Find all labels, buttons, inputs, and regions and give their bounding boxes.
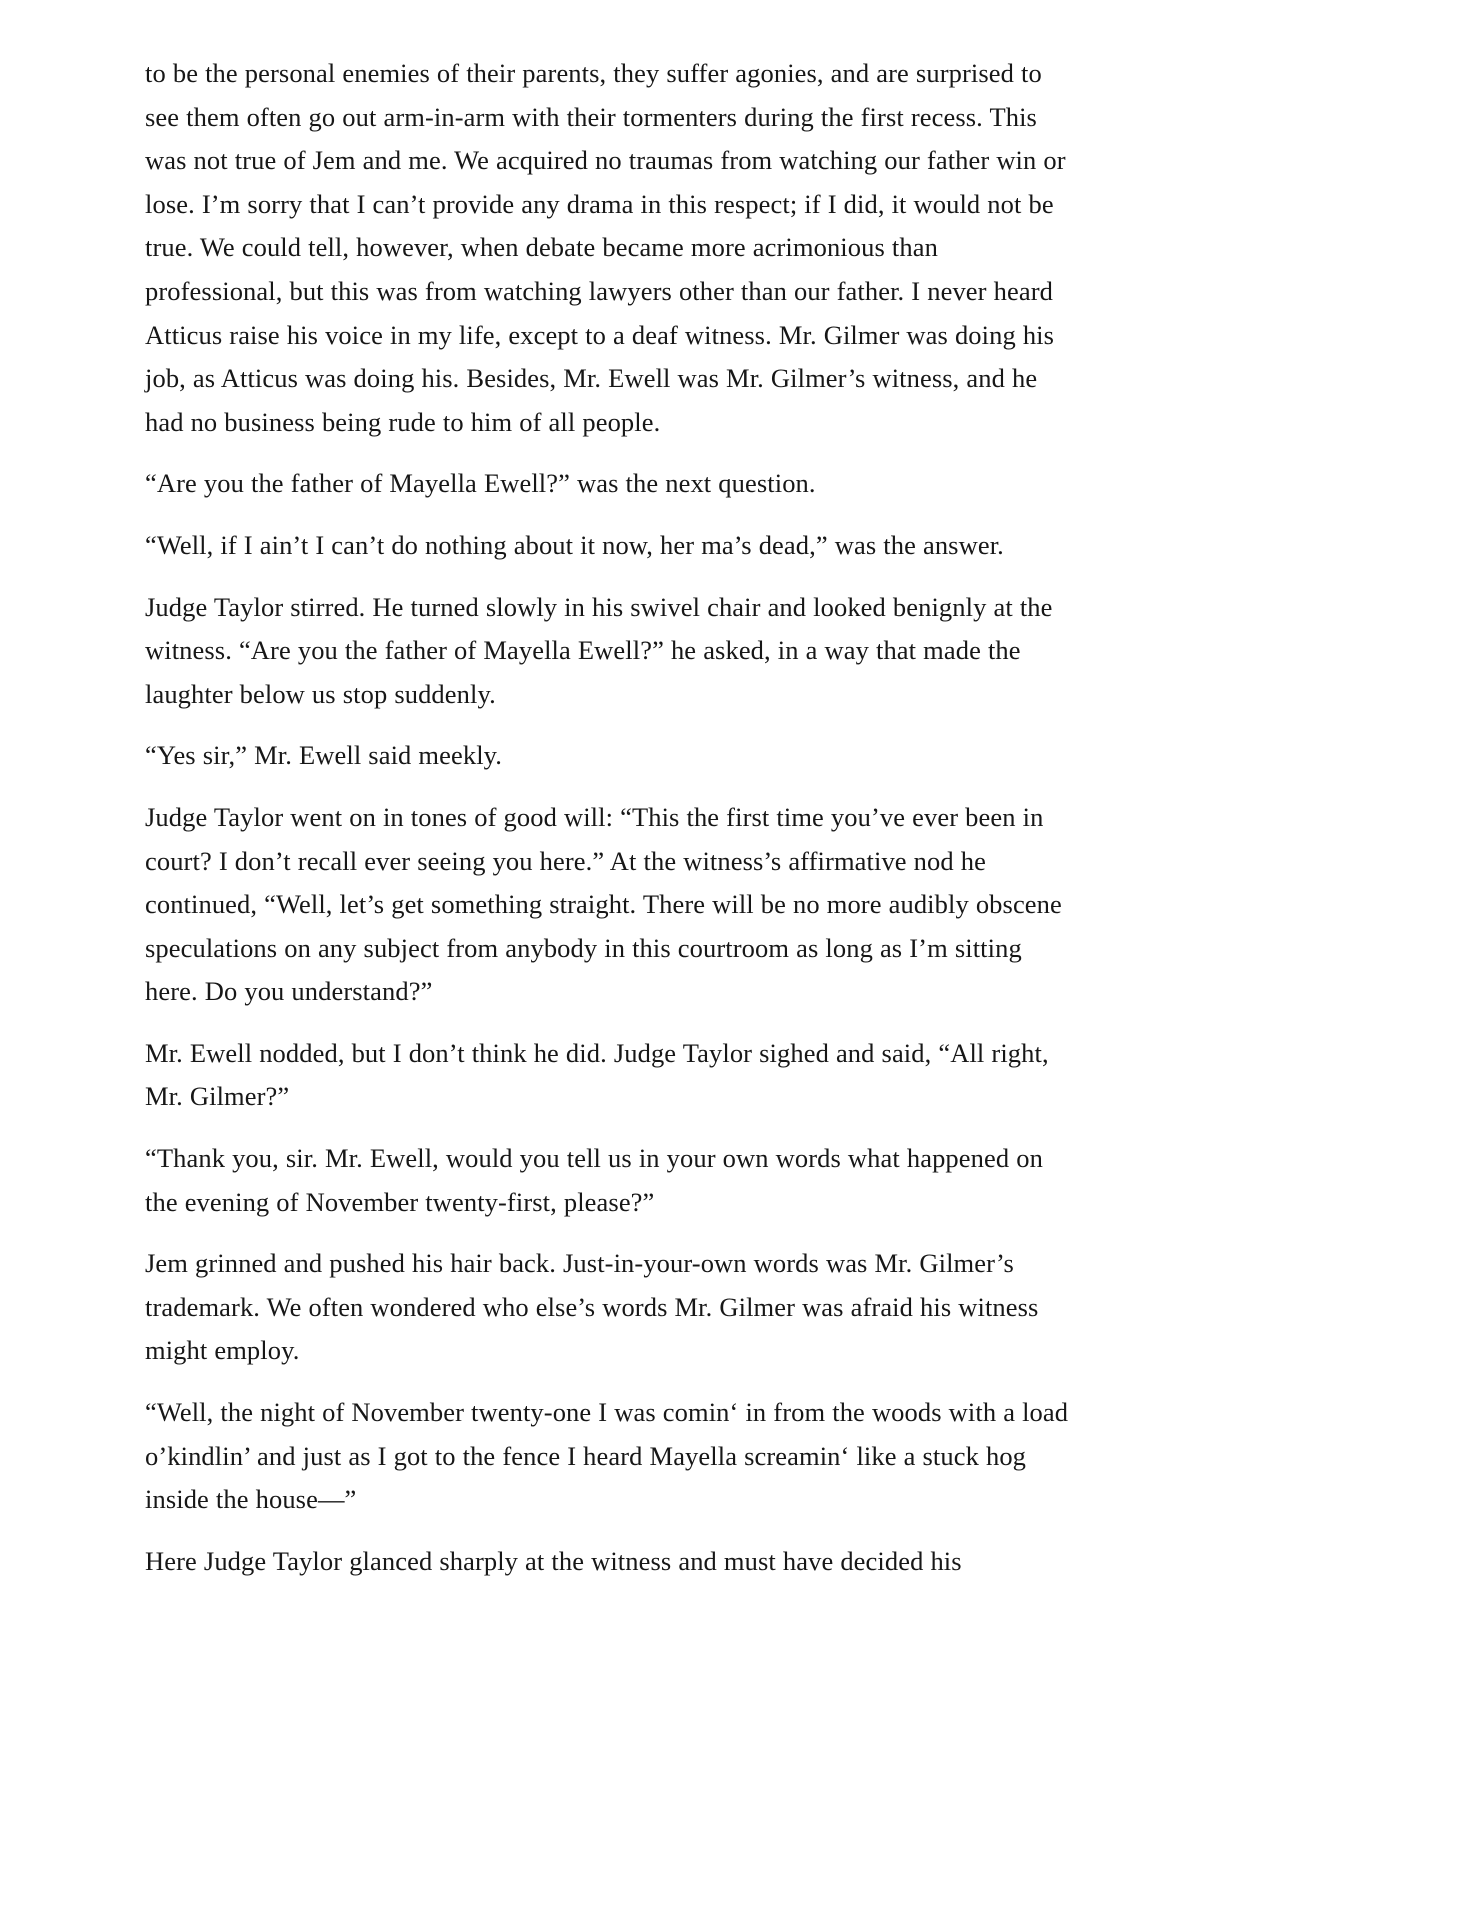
paragraph: Mr. Ewell nodded, but I don’t think he did. Judge Taylor sighed and said, “All right, Mr. Gilmer?” [145, 1037, 1049, 1112]
paragraph: Judge Taylor stirred. He turned slowly in his swivel chair and looked benignly at the witness. “Are you the father of Mayella Ewell?” he asked, in a way that made the laughter below us stop suddenly. [145, 591, 1053, 709]
paragraph: “Thank you, sir. Mr. Ewell, would you tell us in your own words what happened on the evening of November twenty-first, please?” [145, 1143, 1043, 1217]
paragraph: “Are you the father of Mayella Ewell?” was the next question. [145, 468, 816, 499]
paragraph: “Yes sir,” Mr. Ewell said meekly. [145, 740, 503, 771]
paragraph: Jem grinned and pushed his hair back. Just-in-your-own words was Mr. Gilmer’s trademark. We often wondered who else’s words Mr. Gilmer was afraid his witness might employ. [145, 1248, 1039, 1366]
paragraph: Judge Taylor went on in tones of good will: “This the first time you’ve ever been in court? I don’t recall ever seeing you here.” At the witness’s affirmative nod he continued, “Well, let’s get something straight. There will be no more audibly obscene speculations on any subject from anybody in this courtroom as long as I’m sitting here. Do you understand?” [145, 801, 1062, 1007]
paragraph: “Well, the night of November twenty-one I was comin‘ in from the woods with a load o’kindlin’ and just as I got to the fence I heard Mayella screamin‘ like a stuck hog inside the house—” [145, 1397, 1069, 1515]
paragraph: to be the personal enemies of their parents, they suffer agonies, and are surprised to see them often go out arm-in-arm with their tormenters during the first recess. This was not true of Jem and me. We acquired no traumas from watching our father win or lose. I’m sorry that I can’t provide any drama in this respect; if I did, it would not be true. We could tell, however, when debate became more acrimonious than professional, but this was from watching lawyers other than our father. I never heard Atticus raise his voice in my life, except to a deaf witness. Mr. Gilmer was doing his job, as Atticus was doing his. Besides, Mr. Ewell was Mr. Gilmer’s witness, and he had no business being rude to him of all people. [145, 58, 1066, 437]
paragraph: Here Judge Taylor glanced sharply at the witness and must have decided his [145, 1545, 962, 1576]
paragraph: “Well, if I ain’t I can’t do nothing about it now, her ma’s dead,” was the answer. [145, 529, 1004, 560]
page-text-column [145, 52, 1070, 1583]
